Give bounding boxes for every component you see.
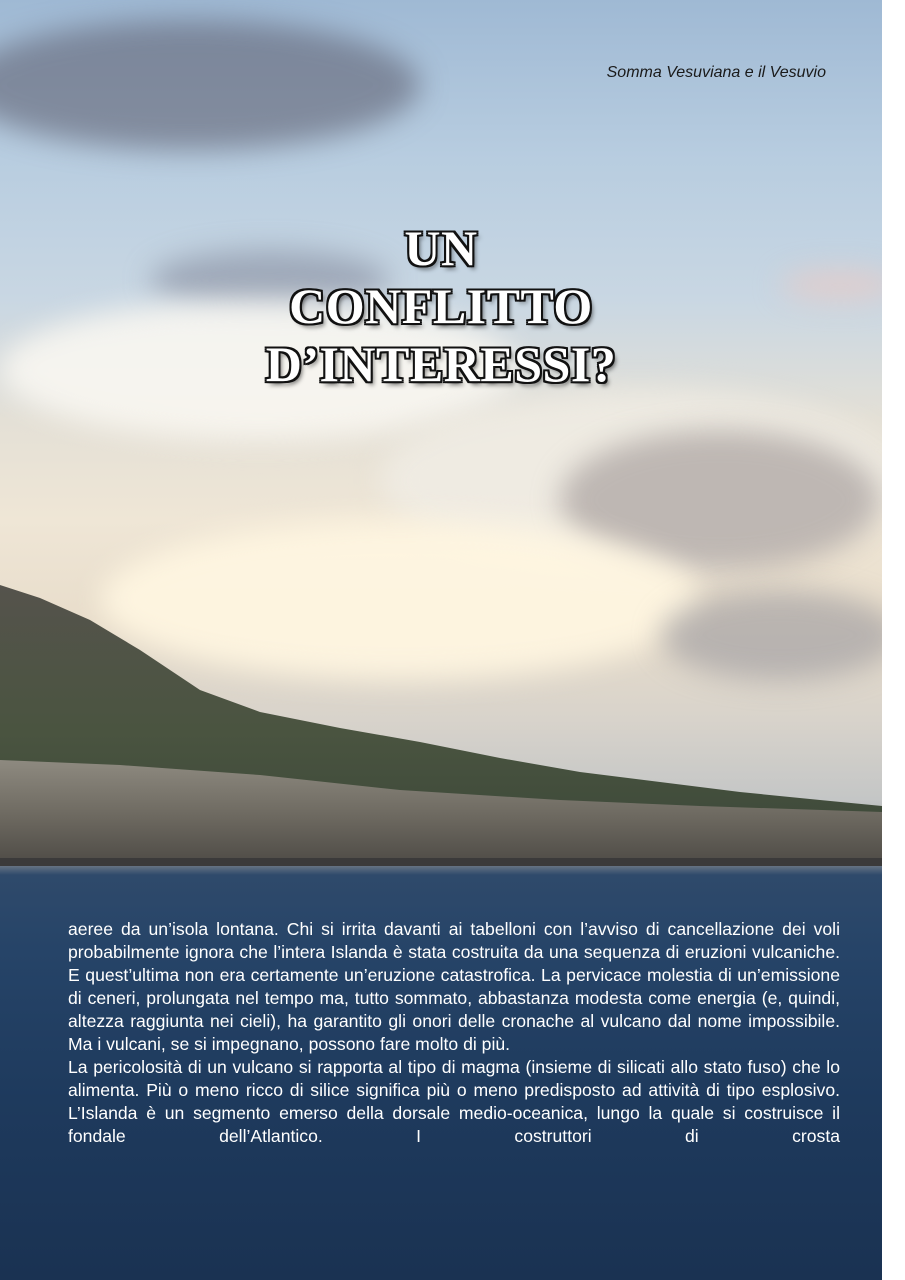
- paragraph: La pericolosità di un vulcano si rapporta al tipo di magma (insieme di silicati allo stato fuso) che lo alimenta. Più o meno ricco di silice significa più o meno predisposto ad attività di tipo esplosivo. L’Islanda è un segmento emerso della dorsale medio-oceanica, lungo la quale si costruisce il fondale dell’Atlantico. I costruttori di crosta: [68, 1057, 840, 1146]
- title-line: D’INTERESSI?: [265, 335, 617, 392]
- title-line: UN: [404, 219, 478, 276]
- shoreline: [0, 858, 882, 866]
- page-margin: [882, 0, 905, 1280]
- title-line: CONFLITTO: [289, 277, 593, 334]
- paragraph: aeree da un’isola lontana. Chi si irrita davanti ai tabelloni con l’avviso di cancellazione dei voli probabilmente ignora che l’intera Islanda è stata costruita da una sequenza di eruzioni vulcaniche. E quest’ultima non era certamente un’eruzione catastrofica. La pervicace molestia di un’emissione di ceneri, prolungata nel tempo ma, tutto sommato, abbastanza modesta come energia (e, quindi, altezza raggiunta nei cieli), ha garantito gli onori delle cronache al vulcano dal nome impossibile. Ma i vulcani, se si impegnano, possono fare molto di più.: [68, 919, 840, 1054]
- article-body: [68, 918, 840, 1148]
- article-title: [0, 219, 882, 393]
- running-header: Somma Vesuviana e il Vesuvio: [606, 64, 826, 81]
